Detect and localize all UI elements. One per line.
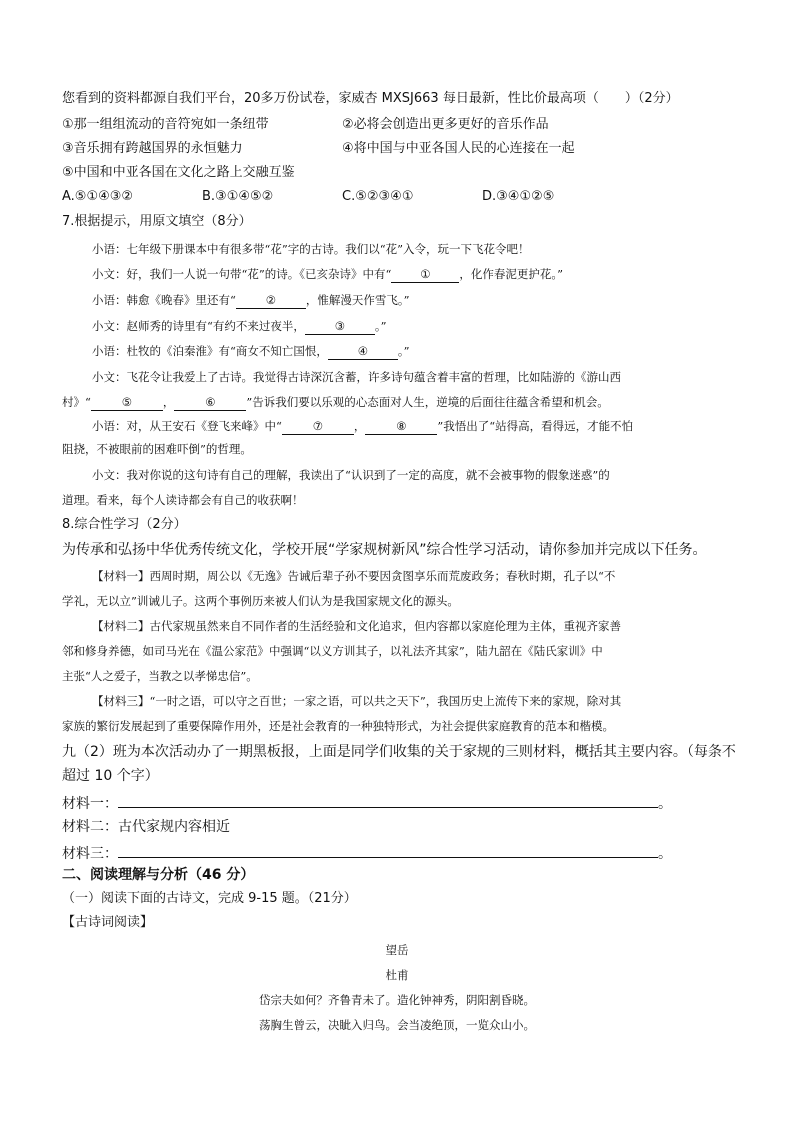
material-3-line-a: 【材料三】“一时之语，可以守之百世；一家之语，可以共之天下”，我国历史上流传下来的家规，除对其 — [92, 694, 622, 708]
q7-line-8-lead: 小语：对，从王安石《登飞来峰》中“ — [92, 419, 282, 433]
q6-sentence-3: ③音乐拥有跨越国界的永恒魅力 — [62, 141, 243, 156]
q6-option-b: B.③①④⑤② — [202, 189, 274, 204]
q7-line-3 — [92, 291, 410, 309]
q7-line-3-lead: 小语：韩愈《晚春》里还有“ — [92, 293, 236, 307]
material-2-line-b: 邻和修身养德，如司马光在《温公家范》中强调“以义方训其子，以礼法齐其家”，陆九韶在《陆氏家训》中 — [62, 644, 603, 658]
q7-line-7-tail: ”告诉我们要以乐观的心态面对人生，逆境的后面往往蕴含希望和机会。 — [246, 395, 609, 409]
blank-3[interactable]: ③ — [305, 319, 375, 335]
q7-line-7-lead: 村》“ — [62, 395, 91, 409]
poem-line-2: 荡胸生曾云，决眦入归鸟。会当凌绝顶，一览众山小。 — [259, 1018, 535, 1032]
blank-2[interactable]: ② — [236, 293, 306, 309]
q7-line-2 — [92, 265, 563, 283]
q6-option-c: C.⑤②③④① — [342, 189, 414, 204]
q7-line-5-lead: 小语：杜牧的《泊秦淮》有“商女不知亡国恨， — [92, 344, 328, 358]
q6-sentence-2: ②必将会创造出更多更好的音乐作品 — [342, 117, 549, 132]
q7-line-8-comma: ， — [353, 419, 366, 433]
section-2-subheading: （一）阅读下面的古诗文，完成 9-15 题。（21分） — [62, 891, 357, 906]
q6-intro: 您看到的资料都源自我们平台，20多万份试卷，家威杏 MXSJ663 每日最新，性比价最高项（ ）（2分） — [62, 91, 679, 106]
material-1-line-b: 学礼，无以立”训诫儿子。这两个事例历来被人们认为是我国家规文化的源头。 — [62, 594, 459, 608]
answer-3-label: 材料三： — [62, 846, 118, 862]
q7-line-8 — [92, 417, 633, 435]
q7-line-4-tail: 。” — [374, 319, 387, 333]
answer-row-2 — [62, 818, 230, 836]
answer-1-end: 。 — [658, 796, 672, 812]
answer-3-end: 。 — [658, 846, 672, 862]
q7-line-1: 小语：七年级下册课本中有很多带“花”字的古诗。我们以“花”入令，玩一下飞花令吧！ — [92, 242, 530, 256]
q7-line-5-tail: 。” — [397, 344, 410, 358]
blank-5[interactable]: ⑤ — [91, 395, 163, 411]
material-2-line-a: 【材料二】古代家规虽然来自不同作者的生活经验和文化追求，但内容都以家庭伦理为主体，重视齐家善 — [92, 619, 621, 633]
material-3-line-b: 家族的繁衍发展起到了重要保障作用外，还是社会教育的一种独特形式，为社会提供家庭教育的范本和楷模。 — [62, 719, 614, 733]
q7-line-5 — [92, 342, 410, 360]
blank-8[interactable]: ⑧ — [365, 419, 437, 435]
q7-line-8-tail: ”我悟出了“站得高，看得远，才能不怕 — [437, 419, 634, 433]
q8-title: 8.综合性学习（2分） — [62, 517, 187, 532]
poem-author: 杜甫 — [385, 968, 409, 982]
q6-sentence-5: ⑤中国和中亚各国在文化之路上交融互鉴 — [62, 165, 295, 180]
answer-3-field[interactable] — [118, 843, 658, 858]
q7-line-9: 阻挠，不被眼前的困难吓倒”的哲理。 — [62, 442, 252, 456]
blank-1[interactable]: ① — [391, 267, 459, 283]
q7-line-7-comma: ， — [162, 395, 175, 409]
answer-1-field[interactable] — [118, 793, 658, 808]
blank-6[interactable]: ⑥ — [174, 395, 246, 411]
material-2-line-c: 主张“人之爱子，当教之以孝悌忠信”。 — [62, 669, 258, 683]
answer-row-1 — [62, 793, 672, 813]
answer-1-label: 材料一： — [62, 796, 118, 812]
q7-line-3-tail: ，惟解漫天作雪飞。” — [305, 293, 410, 307]
q7-line-2-lead: 小文：好，我们一人说一句带“花”的诗。《已亥杂诗》中有“ — [92, 267, 392, 281]
q7-line-7 — [62, 393, 609, 411]
blank-7[interactable]: ⑦ — [282, 419, 354, 435]
q7-line-2-tail: ，化作春泥更护花。” — [459, 267, 564, 281]
poem-title: 望岳 — [385, 943, 409, 957]
q7-line-10: 小文：我对你说的这句诗有自己的理解，我读出了“认识到了一定的高度，就不会被事物的假象迷惑”的 — [92, 468, 610, 482]
q7-line-6: 小文：飞花令让我爱上了古诗。我觉得古诗深沉含蓄，许多诗句蕴含着丰富的哲理，比如陆游的《游山西 — [92, 370, 621, 384]
answer-2-value: 古代家规内容相近 — [118, 819, 230, 835]
q7-line-11: 道理。看来，每个人读诗都会有自己的收获啊！ — [62, 493, 304, 507]
q8-task-line-b: 超过 10 个字） — [62, 768, 159, 784]
material-1-line-a: 【材料一】西周时期，周公以《无逸》告诫后辈子孙不要因贪图享乐而荒废政务；春秋时期，孔子以“不 — [92, 569, 616, 583]
poetry-tag: 【古诗词阅读】 — [62, 915, 154, 930]
q7-title: 7.根据提示，用原文填空（8分） — [62, 214, 252, 229]
blank-4[interactable]: ④ — [328, 344, 398, 360]
answer-2-label: 材料二： — [62, 819, 118, 835]
q8-task-line-a: 九（2）班为本次活动办了一期黑板报，上面是同学们收集的关于家规的三则材料，概括其主要内容。（每条不 — [62, 744, 736, 760]
q7-line-4 — [92, 317, 387, 335]
q6-sentence-4: ④将中国与中亚各国人民的心连接在一起 — [342, 141, 575, 156]
q6-sentence-1: ①那一组组流动的音符宛如一条纽带 — [62, 117, 269, 132]
q7-line-4-lead: 小文：赵师秀的诗里有“有约不来过夜半， — [92, 319, 305, 333]
q6-option-d: D.③④①②⑤ — [482, 189, 555, 204]
poem-line-1: 岱宗夫如何？齐鲁青未了。造化钟神秀，阴阳割昏晓。 — [259, 993, 535, 1007]
answer-row-3 — [62, 843, 672, 863]
q6-option-a: A.⑤①④③② — [62, 189, 134, 204]
section-2-heading: 二、阅读理解与分析（46 分） — [62, 867, 255, 883]
q8-intro: 为传承和弘扬中华优秀传统文化，学校开展“学家规树新风”综合性学习活动，请你参加并完成以下任务。 — [62, 542, 707, 558]
